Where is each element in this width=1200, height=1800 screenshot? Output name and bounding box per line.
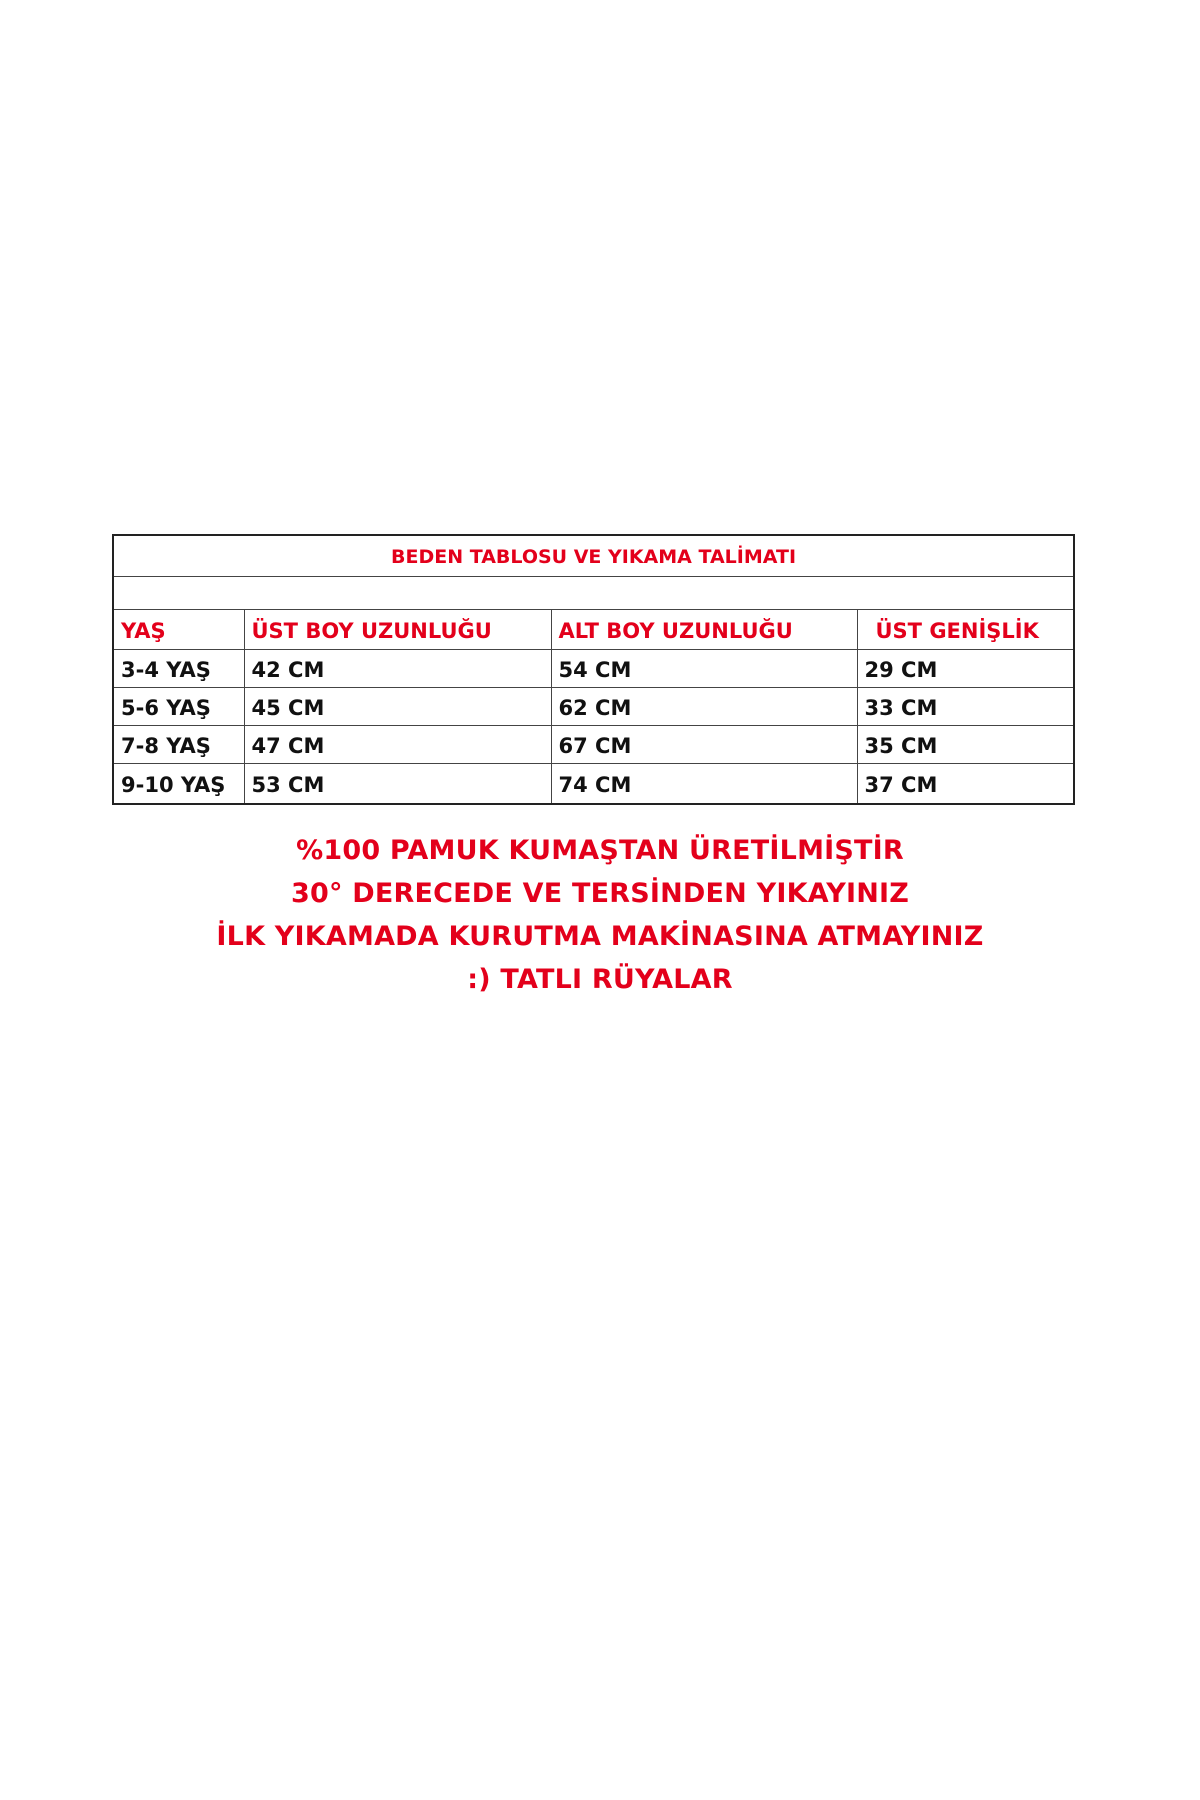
care-line-wash-temperature: 30° DERECEDE VE TERSİNDEN YIKAYINIZ — [290, 878, 910, 909]
bottom-length-cell: 54 CM — [551, 650, 857, 688]
top-length-cell: 45 CM — [244, 688, 551, 726]
table-row — [113, 688, 1074, 726]
bottom-length-cell: 67 CM — [551, 726, 857, 764]
header-bottom-length: ALT BOY UZUNLUĞU — [551, 610, 857, 650]
age-cell: 3-4 YAŞ — [113, 650, 244, 688]
empty-cell — [113, 577, 1074, 610]
header-top-length: ÜST BOY UZUNLUĞU — [244, 610, 551, 650]
top-length-cell: 47 CM — [244, 726, 551, 764]
table-title: BEDEN TABLOSU VE YIKAMA TALİMATI — [113, 535, 1074, 577]
table-header-row — [113, 610, 1074, 650]
care-line-fabric: %100 PAMUK KUMAŞTAN ÜRETİLMİŞTİR — [296, 835, 904, 866]
age-cell: 9-10 YAŞ — [113, 764, 244, 805]
bottom-length-cell: 74 CM — [551, 764, 857, 805]
header-top-width: ÜST GENİŞLİK — [857, 610, 1074, 650]
header-age: YAŞ — [113, 610, 244, 650]
age-cell: 5-6 YAŞ — [113, 688, 244, 726]
top-length-cell: 53 CM — [244, 764, 551, 805]
top-length-cell: 42 CM — [244, 650, 551, 688]
table-row — [113, 650, 1074, 688]
size-table — [112, 534, 1075, 805]
top-width-cell: 35 CM — [857, 726, 1074, 764]
care-line-sweet-dreams: :) TATLI RÜYALAR — [467, 964, 733, 995]
table-row — [113, 764, 1074, 805]
table-title-row — [113, 535, 1074, 577]
top-width-cell: 33 CM — [857, 688, 1074, 726]
age-cell: 7-8 YAŞ — [113, 726, 244, 764]
care-instructions — [0, 829, 1200, 1001]
table-row — [113, 726, 1074, 764]
table-empty-row — [113, 577, 1074, 610]
top-width-cell: 29 CM — [857, 650, 1074, 688]
top-width-cell: 37 CM — [857, 764, 1074, 805]
bottom-length-cell: 62 CM — [551, 688, 857, 726]
care-line-dryer-warning: İLK YIKAMADA KURUTMA MAKİNASINA ATMAYINIZ — [216, 921, 984, 952]
